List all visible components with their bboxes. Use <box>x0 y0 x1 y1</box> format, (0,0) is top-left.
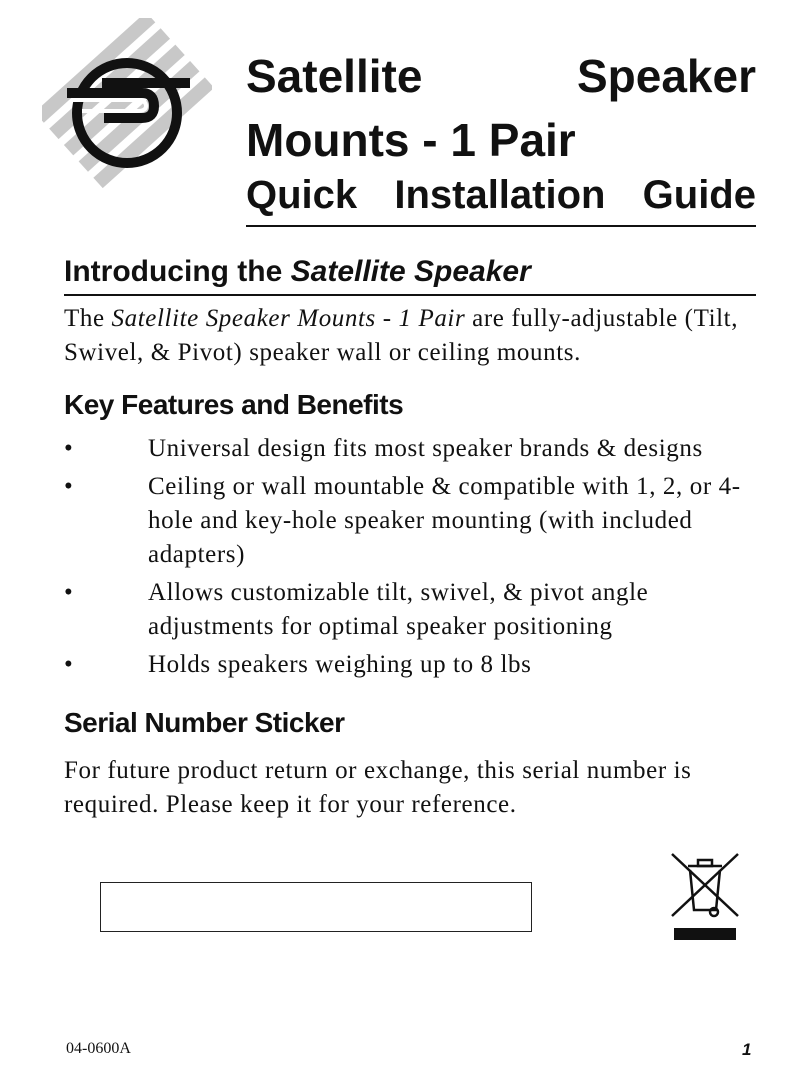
feature-text: Allows customizable tilt, swivel, & pivot angle adjustments for optimal speaker positioning <box>148 579 649 640</box>
features-list <box>64 432 764 686</box>
title-word-satellite: Satellite <box>246 50 423 102</box>
intro-para-product: Satellite Speaker Mounts - 1 Pair <box>111 305 466 332</box>
serial-number-sticker-box <box>100 882 532 932</box>
title-word-quick: Quick <box>246 173 358 217</box>
feature-item <box>64 648 764 682</box>
crossed-out-wheelie-bin-icon <box>670 852 740 944</box>
feature-item <box>64 470 764 572</box>
intro-para-prefix: The <box>64 305 112 332</box>
intro-heading-product: Satellite Speaker <box>290 255 531 288</box>
features-heading: Key Features and Benefits <box>64 389 404 420</box>
intro-para-suffix: are fully-adjustable (Tilt, Swivel, & Pivot) speaker wall or ceiling mounts. <box>64 305 739 366</box>
bullet-icon: • <box>64 579 74 606</box>
title-word-installation: Installation <box>394 173 606 217</box>
intro-divider <box>64 294 756 296</box>
feature-text: Holds speakers weighing up to 8 lbs <box>148 651 532 678</box>
title-divider <box>246 225 756 227</box>
feature-item <box>64 576 764 644</box>
bullet-icon: • <box>64 435 74 462</box>
title-line-3 <box>246 170 756 220</box>
feature-text: Universal design fits most speaker brands & designs <box>148 435 703 462</box>
title-word-speaker: Speaker <box>576 50 756 102</box>
intro-paragraph <box>64 302 756 370</box>
feature-text: Ceiling or wall mountable & compatible with 1, 2, or 4-hole and key-hole speaker mounting (with included adapters) <box>148 473 741 568</box>
document-code: 04-0600A <box>66 1040 131 1057</box>
title-word-guide: Guide <box>642 173 756 217</box>
intro-heading <box>64 252 531 292</box>
title-line-1 <box>246 48 756 104</box>
title-line-2: Mounts - 1 Pair <box>246 114 576 166</box>
siig-logo-icon <box>42 18 212 188</box>
feature-item <box>64 432 764 466</box>
bullet-icon: • <box>64 651 74 678</box>
serial-paragraph: For future product return or exchange, this serial number is required. Please keep it for your reference. <box>64 757 692 818</box>
page-number: 1 <box>742 1040 752 1059</box>
serial-heading: Serial Number Sticker <box>64 707 345 738</box>
intro-heading-prefix: Introducing the <box>64 255 291 288</box>
bullet-icon: • <box>64 473 74 500</box>
